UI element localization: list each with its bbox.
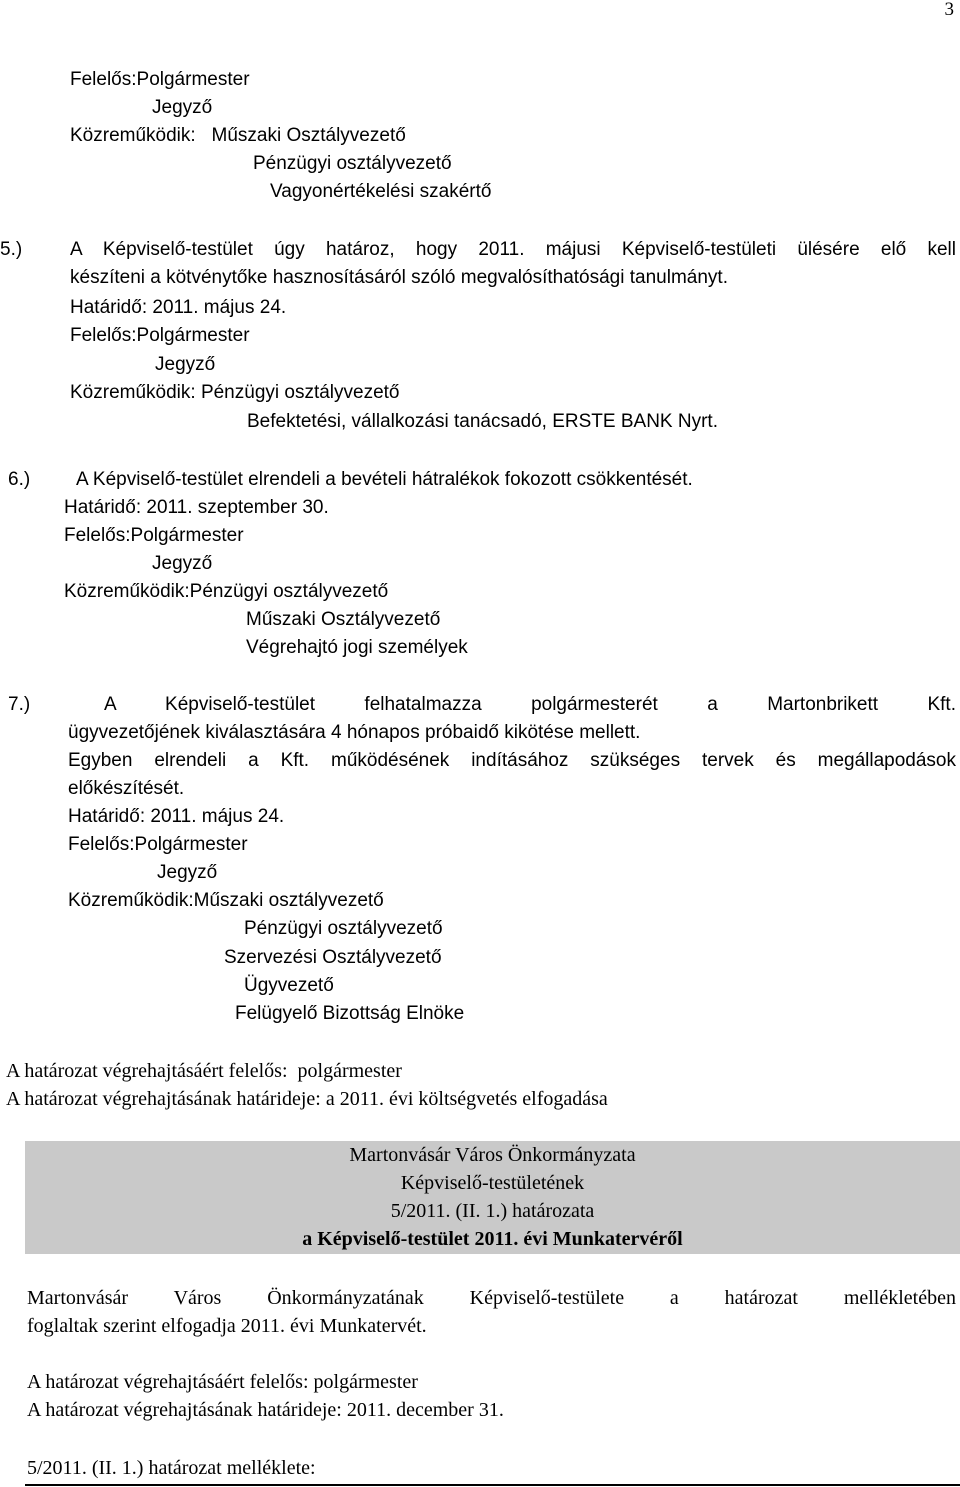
cooperating-line: Közreműködik:Pénzügyi osztályvezető bbox=[64, 581, 389, 602]
item-text: A Képviselő-testület úgy határoz, hogy 2011. májusi Képviselő-testületi ülésére elő kell bbox=[70, 239, 956, 260]
responsible-line: Felelős:Polgármester bbox=[68, 834, 248, 855]
item-text: készíteni a kötvénytőke hasznosításáról szóló megvalósíthatósági tanulmányt. bbox=[70, 267, 728, 288]
page-number: 3 bbox=[944, 0, 954, 20]
deadline-line: Határidő: 2011. május 24. bbox=[68, 806, 285, 827]
cooperating-line: Közreműködik: Pénzügyi osztályvezető bbox=[70, 382, 400, 403]
item-number: 5.) bbox=[0, 239, 23, 260]
cooperating-line: Ügyvezető bbox=[244, 975, 334, 996]
responsible-line: Felelős:Polgármester bbox=[70, 69, 250, 90]
cooperating-line: Pénzügyi osztályvezető bbox=[244, 918, 443, 939]
notary-line: Jegyző bbox=[152, 553, 213, 574]
item-number: 6.) bbox=[8, 469, 31, 490]
cooperating-line: Felügyelő Bizottság Elnöke bbox=[235, 1003, 465, 1024]
item-text: előkészítését. bbox=[68, 778, 185, 799]
resolution-title: a Képviselő-testület 2011. évi Munkatervéről bbox=[302, 1228, 683, 1250]
notary-line: Jegyző bbox=[152, 97, 213, 118]
execution-responsible: A határozat végrehajtásáért felelős: polgármester bbox=[27, 1371, 418, 1393]
deadline-line: Határidő: 2011. szeptember 30. bbox=[64, 497, 329, 518]
deadline-line: Határidő: 2011. május 24. bbox=[70, 297, 287, 318]
execution-deadline: A határozat végrehajtásának határideje: a 2011. évi költségvetés elfogadása bbox=[6, 1088, 608, 1110]
execution-deadline: A határozat végrehajtásának határideje: 2011. december 31. bbox=[27, 1399, 504, 1421]
responsible-line: Felelős:Polgármester bbox=[70, 325, 250, 346]
notary-line: Jegyző bbox=[157, 862, 218, 883]
item-number: 7.) bbox=[8, 694, 31, 715]
resolution-text: Martonvásár Város Önkormányzatának Képviselő-testülete a határozat mellékletében bbox=[27, 1287, 956, 1309]
item-text: Egyben elrendeli a Kft. működésének indításához szükséges tervek és megállapodások bbox=[68, 750, 956, 771]
resolution-number: 5/2011. (II. 1.) határozata bbox=[390, 1200, 595, 1222]
annex-label: 5/2011. (II. 1.) határozat melléklete: bbox=[27, 1457, 316, 1479]
cooperating-line: Vagyonértékelési szakértő bbox=[270, 181, 492, 202]
item-text: A Képviselő-testület elrendeli a bevételi hátralékok fokozott csökkentését. bbox=[76, 469, 693, 490]
resolution-body-name: Képviselő-testületének bbox=[400, 1172, 585, 1194]
cooperating-line: Végrehajtó jogi személyek bbox=[246, 637, 468, 658]
resolution-header bbox=[25, 1141, 960, 1254]
notary-line: Jegyző bbox=[155, 354, 216, 375]
item-text: ügyvezetőjének kiválasztására 4 hónapos próbaidő kikötése mellett. bbox=[68, 722, 641, 743]
resolution-text: foglaltak szerint elfogadja 2011. évi Munkatervét. bbox=[27, 1315, 427, 1337]
cooperating-line: Befektetési, vállalkozási tanácsadó, ERSTE BANK Nyrt. bbox=[247, 411, 718, 432]
bottom-rule bbox=[25, 1484, 960, 1486]
item-text: A Képviselő-testület felhatalmazza polgármesterét a Martonbrikett Kft. bbox=[104, 694, 956, 715]
cooperating-line: Közreműködik: Műszaki Osztályvezető bbox=[70, 125, 406, 146]
cooperating-line: Szervezési Osztályvezető bbox=[224, 947, 442, 968]
cooperating-line: Műszaki Osztályvezető bbox=[246, 609, 441, 630]
resolution-issuer: Martonvásár Város Önkormányzata bbox=[349, 1144, 636, 1166]
responsible-line: Felelős:Polgármester bbox=[64, 525, 244, 546]
execution-responsible: A határozat végrehajtásáért felelős: polgármester bbox=[6, 1060, 402, 1082]
cooperating-line: Pénzügyi osztályvezető bbox=[253, 153, 452, 174]
cooperating-line: Közreműködik:Műszaki osztályvezető bbox=[68, 890, 384, 911]
